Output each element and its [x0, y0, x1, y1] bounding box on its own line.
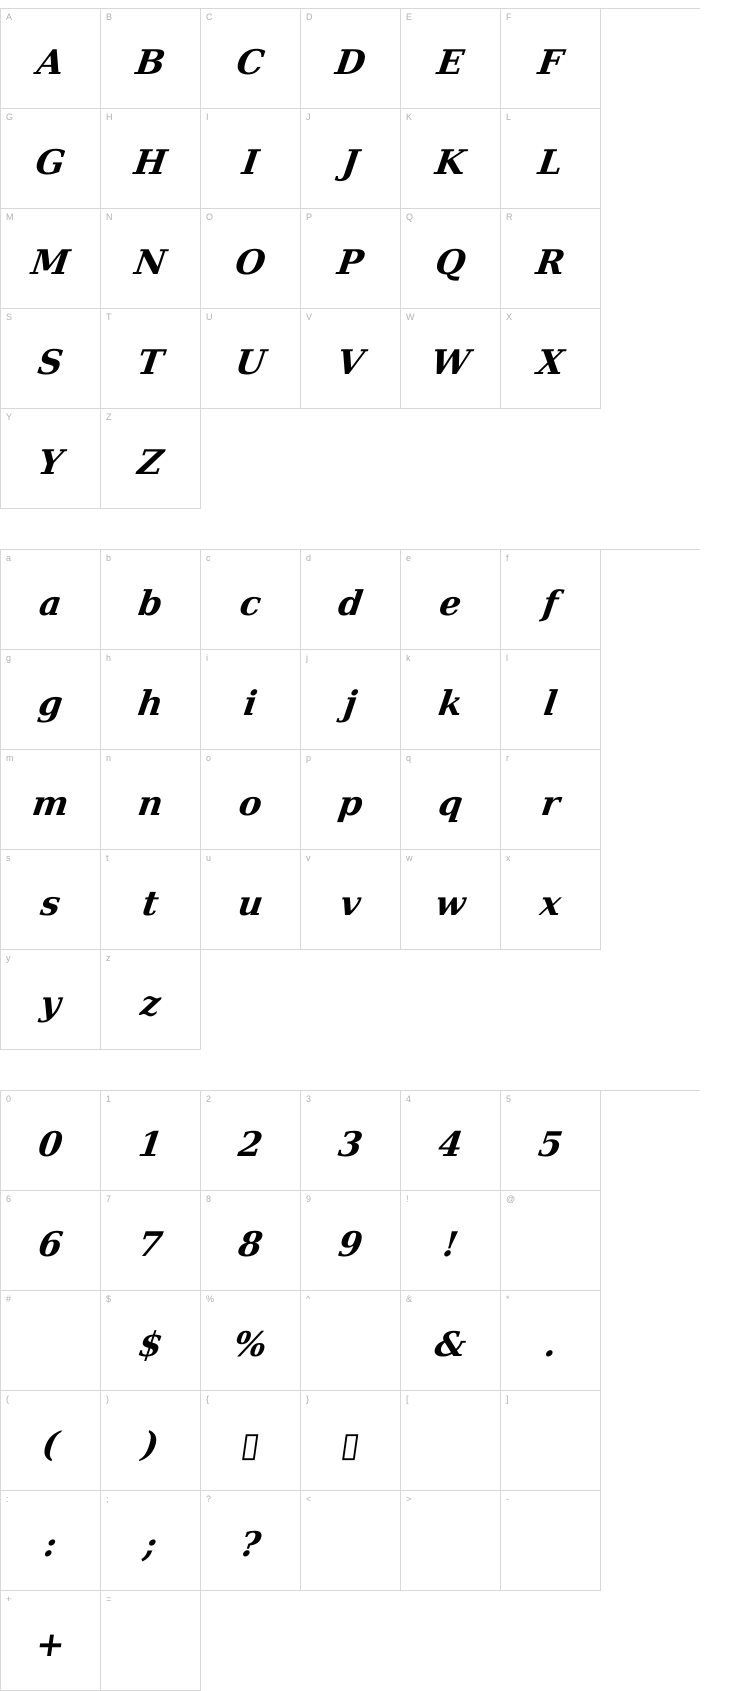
glyph-sample: u [235, 884, 266, 924]
glyph-sample: B [133, 43, 168, 83]
glyph-cell-label: 6 [6, 1194, 12, 1204]
glyph-cell [401, 1391, 501, 1491]
glyph-sample: O [232, 243, 269, 283]
glyph-cell [501, 1291, 601, 1391]
glyph-sample: % [231, 1325, 270, 1365]
glyph-cell [401, 109, 501, 209]
glyph-cell-label: & [406, 1294, 413, 1304]
glyph-cell [301, 209, 401, 309]
glyph-cell-label: = [106, 1594, 112, 1604]
glyph-cell [301, 550, 401, 650]
glyph-cell-label: o [206, 753, 212, 763]
empty-cell [401, 1591, 501, 1691]
glyph-sample: 7 [135, 1225, 166, 1265]
glyph-cell [301, 1291, 401, 1391]
empty-cell [301, 409, 401, 509]
glyph-cell [401, 550, 501, 650]
glyph-sample: ( [39, 1425, 62, 1465]
glyph-cell-label: O [206, 212, 214, 222]
glyph-cell [101, 9, 201, 109]
empty-cell [201, 409, 301, 509]
glyph-sample: o [236, 784, 265, 824]
glyph-cell-label: f [506, 553, 509, 563]
glyph-cell [1, 1391, 101, 1491]
glyph-sample: p [335, 784, 366, 824]
glyph-cell-label: s [6, 853, 11, 863]
glyph-cell-label: T [106, 312, 112, 322]
glyph-cell [1, 1491, 101, 1591]
glyph-cell-label: J [306, 112, 311, 122]
glyph-cell-label: C [206, 12, 213, 22]
glyph-cell-label: 9 [306, 1194, 312, 1204]
glyph-cell [1, 750, 101, 850]
glyph-cell-label: i [206, 653, 208, 663]
glyph-cell [1, 309, 101, 409]
glyph-sample: z [138, 984, 163, 1024]
glyph-cell-label: < [306, 1494, 312, 1504]
glyph-cell-label: ? [206, 1494, 212, 1504]
glyph-cell [101, 1391, 201, 1491]
glyph-cell-label: E [406, 12, 413, 22]
glyph-cell-label: 0 [6, 1094, 12, 1104]
digits-and-symbols-grid [0, 1090, 700, 1691]
glyph-sample: X [534, 343, 567, 383]
glyph-sample: + [33, 1625, 68, 1665]
glyph-sample: $ [135, 1325, 166, 1365]
glyph-cell-label: 3 [306, 1094, 312, 1104]
glyph-cell-label: H [106, 112, 113, 122]
glyph-cell [101, 550, 201, 650]
glyph-cell [1, 950, 101, 1050]
glyph-cell-label: A [6, 12, 13, 22]
glyph-sample [501, 1409, 601, 1481]
glyph-cell [1, 409, 101, 509]
glyph-cell-label: v [306, 853, 311, 863]
glyph-sample: e [436, 584, 465, 624]
glyph-cell-label: q [406, 753, 412, 763]
glyph-cell [201, 1391, 301, 1491]
glyph-sample: N [132, 243, 169, 283]
glyph-sample: M [28, 243, 73, 283]
glyph-cell [1, 9, 101, 109]
glyph-cell [1, 550, 101, 650]
glyph-sample: S [35, 343, 66, 383]
block-spacer-1 [0, 509, 740, 549]
glyph-cell [401, 650, 501, 750]
glyph-cell [301, 1391, 401, 1491]
glyph-cell [401, 750, 501, 850]
glyph-sample: 8 [235, 1225, 266, 1265]
glyph-cell [101, 1591, 201, 1691]
glyph-cell-label: B [106, 12, 113, 22]
glyph-sample [301, 1509, 401, 1581]
glyph-cell-label: > [406, 1494, 412, 1504]
glyph-cell-label: k [406, 653, 411, 663]
glyph-cell-label: Y [6, 412, 13, 422]
glyph-sample: m [29, 784, 72, 824]
glyph-cell [301, 1491, 401, 1591]
glyph-cell-label: l [506, 653, 508, 663]
glyph-sample: a [36, 584, 65, 624]
glyph-sample: t [139, 884, 162, 924]
glyph-cell [101, 1491, 201, 1591]
glyph-cell [1, 1591, 101, 1691]
glyph-cell [501, 109, 601, 209]
glyph-sample: 4 [435, 1125, 466, 1165]
glyph-cell-label: d [306, 553, 312, 563]
glyph-sample: x [537, 884, 564, 924]
glyph-cell [301, 1191, 401, 1291]
glyph-cell-label: } [306, 1394, 310, 1404]
glyph-cell [401, 850, 501, 950]
glyph-cell-label: W [406, 312, 415, 322]
glyph-cell [201, 1091, 301, 1191]
glyph-cell-label: { [206, 1394, 210, 1404]
glyph-cell [201, 9, 301, 109]
glyph-sample: y [37, 984, 64, 1024]
glyph-cell-label: e [406, 553, 412, 563]
glyph-cell-label: 4 [406, 1094, 412, 1104]
glyph-cell [301, 850, 401, 950]
glyph-cell-label: m [6, 753, 14, 763]
glyph-cell-label: t [106, 853, 109, 863]
glyph-cell-label: 2 [206, 1094, 212, 1104]
glyph-cell [1, 109, 101, 209]
glyph-cell-label: P [306, 212, 313, 222]
glyph-sample: ; [141, 1525, 160, 1565]
glyph-cell-label: [ [406, 1394, 409, 1404]
glyph-sample: l [541, 684, 560, 724]
glyph-cell-label: 8 [206, 1194, 212, 1204]
glyph-cell-label: R [506, 212, 513, 222]
glyph-sample: d [335, 584, 366, 624]
glyph-sample: D [332, 43, 369, 83]
glyph-cell-label: g [6, 653, 12, 663]
glyph-sample: Z [135, 443, 166, 483]
glyph-sample: 9 [335, 1225, 366, 1265]
glyph-cell-label: ] [506, 1394, 509, 1404]
glyph-sample: h [135, 684, 166, 724]
glyph-cell [1, 1191, 101, 1291]
glyph-cell-label: I [206, 112, 209, 122]
glyph-sample: P [334, 243, 367, 283]
glyph-cell [501, 1091, 601, 1191]
glyph-cell-label: Q [406, 212, 414, 222]
glyph-cell [1, 650, 101, 750]
glyph-cell [301, 1091, 401, 1191]
glyph-sample: L [535, 143, 566, 183]
glyph-cell-label: ( [6, 1394, 9, 1404]
glyph-sample: K [432, 143, 469, 183]
glyph-cell [401, 309, 501, 409]
glyph-cell-label: L [506, 112, 512, 122]
glyph-cell-label: w [406, 853, 413, 863]
glyph-sample [101, 1609, 201, 1681]
glyph-cell [401, 1491, 501, 1591]
glyph-sample: V [334, 343, 367, 383]
glyph-cell [1, 1291, 101, 1391]
glyph-cell-label: z [106, 953, 111, 963]
glyph-cell [101, 209, 201, 309]
glyph-cell [1, 1091, 101, 1191]
glyph-cell-label: G [6, 112, 14, 122]
glyph-sample: W [428, 343, 473, 383]
glyph-sample: q [435, 784, 466, 824]
glyph-cell [201, 109, 301, 209]
glyph-cell [201, 1491, 301, 1591]
glyph-sample: G [33, 143, 68, 183]
glyph-cell [201, 550, 301, 650]
glyph-sample: b [135, 584, 166, 624]
glyph-cell [501, 1491, 601, 1591]
glyph-cell [201, 1291, 301, 1391]
glyph-sample: F [535, 43, 566, 83]
glyph-sample: 5 [535, 1125, 566, 1165]
glyph-sample [501, 1509, 601, 1581]
glyph-sample [401, 1509, 501, 1581]
glyph-cell [201, 309, 301, 409]
glyph-cell-label: + [6, 1594, 12, 1604]
glyph-cell-label: p [306, 753, 312, 763]
glyph-cell-label: - [506, 1494, 509, 1504]
glyph-cell [401, 9, 501, 109]
empty-cell [201, 950, 301, 1050]
glyph-cell [101, 850, 201, 950]
glyph-sample: ) [139, 1425, 162, 1465]
glyph-cell-label: % [206, 1294, 215, 1304]
glyph-sample: k [435, 684, 466, 724]
glyph-sample: 3 [335, 1125, 366, 1165]
glyph-cell-label: ; [106, 1494, 109, 1504]
glyph-cell-label: a [6, 553, 12, 563]
glyph-sample: & [432, 1325, 469, 1365]
glyph-cell-label: S [6, 312, 13, 322]
glyph-cell [201, 209, 301, 309]
glyph-cell [301, 650, 401, 750]
glyph-cell-label: Z [106, 412, 112, 422]
glyph-cell [301, 750, 401, 850]
glyph-sample: 6 [35, 1225, 66, 1265]
glyph-cell-label: F [506, 12, 512, 22]
glyph-cell-label: c [206, 553, 211, 563]
glyph-cell [301, 309, 401, 409]
empty-cell [201, 1591, 301, 1691]
top-spacer [0, 0, 740, 8]
glyph-cell [101, 1291, 201, 1391]
glyph-sample: r [538, 784, 563, 824]
glyph-sample: c [237, 584, 264, 624]
glyph-sample: ▯ [238, 1425, 263, 1465]
block-spacer-2 [0, 1050, 740, 1090]
glyph-cell [101, 109, 201, 209]
uppercase-letters-grid [0, 8, 700, 509]
glyph-cell-label: ) [106, 1394, 109, 1404]
glyph-cell-label: ^ [306, 1294, 311, 1304]
glyph-cell-label: j [306, 653, 308, 663]
glyph-cell-label: U [206, 312, 213, 322]
glyph-cell [501, 850, 601, 950]
glyph-cell [401, 1091, 501, 1191]
glyph-cell [501, 1191, 601, 1291]
empty-cell [301, 950, 401, 1050]
glyph-cell-label: $ [106, 1294, 112, 1304]
glyph-cell-label: r [506, 753, 509, 763]
glyph-sample [401, 1409, 501, 1481]
glyph-sample: 0 [35, 1125, 66, 1165]
glyph-sample: Y [35, 443, 66, 483]
glyph-sample: 1 [135, 1125, 166, 1165]
glyph-cell-label: n [106, 753, 112, 763]
glyph-cell-label: ! [406, 1194, 409, 1204]
glyph-sample: I [239, 143, 262, 183]
glyph-cell-label: 1 [106, 1094, 112, 1104]
glyph-sample: . [541, 1325, 560, 1365]
glyph-cell-label: 7 [106, 1194, 112, 1204]
glyph-sample: g [35, 684, 66, 724]
glyph-cell-label: h [106, 653, 112, 663]
glyph-cell [201, 650, 301, 750]
glyph-sample: H [131, 143, 170, 183]
glyph-cell [501, 750, 601, 850]
glyph-sample: A [34, 43, 67, 83]
glyph-sample: ! [440, 1225, 461, 1265]
glyph-cell-label: K [406, 112, 413, 122]
glyph-cell [501, 9, 601, 109]
glyph-cell [101, 650, 201, 750]
glyph-cell-label: V [306, 312, 313, 322]
glyph-cell-label: 5 [506, 1094, 512, 1104]
glyph-sample: J [339, 143, 362, 183]
glyph-cell [101, 1191, 201, 1291]
glyph-sample [1, 1309, 101, 1381]
glyph-cell-label: N [106, 212, 113, 222]
glyph-sample: T [135, 343, 166, 383]
glyph-sample: s [38, 884, 63, 924]
glyph-cell [101, 1091, 201, 1191]
glyph-cell [401, 1191, 501, 1291]
glyph-cell [1, 850, 101, 950]
glyph-sample: U [232, 343, 269, 383]
glyph-sample: j [341, 684, 360, 724]
glyph-sample: n [135, 784, 166, 824]
lowercase-letters-grid [0, 549, 700, 1050]
glyph-sample: w [433, 884, 468, 924]
glyph-cell-label: x [506, 853, 511, 863]
glyph-sample [301, 1309, 401, 1381]
glyph-cell [501, 1391, 601, 1491]
glyph-cell [101, 750, 201, 850]
glyph-cell [201, 750, 301, 850]
glyph-cell [101, 309, 201, 409]
glyph-cell-label: y [6, 953, 11, 963]
glyph-cell [501, 309, 601, 409]
glyph-sample [501, 1209, 601, 1281]
glyph-sample: 2 [235, 1125, 266, 1165]
glyph-cell [201, 850, 301, 950]
glyph-cell [101, 950, 201, 1050]
glyph-cell-label: @ [506, 1194, 516, 1204]
empty-cell [301, 1591, 401, 1691]
glyph-cell [401, 1291, 501, 1391]
glyph-sample: f [540, 584, 561, 624]
glyph-sample: ▯ [338, 1425, 363, 1465]
glyph-cell-label: * [506, 1294, 510, 1304]
glyph-cell [201, 1191, 301, 1291]
glyph-cell [501, 209, 601, 309]
glyph-sample: R [533, 243, 568, 283]
glyph-cell-label: b [106, 553, 112, 563]
glyph-cell [101, 409, 201, 509]
glyph-sample: E [434, 43, 467, 83]
glyph-cell [1, 209, 101, 309]
glyph-sample: i [241, 684, 260, 724]
glyph-cell-label: M [6, 212, 14, 222]
glyph-cell-label: : [6, 1494, 9, 1504]
glyph-cell-label: X [506, 312, 513, 322]
glyph-sample: ? [237, 1525, 264, 1565]
glyph-cell-label: u [206, 853, 212, 863]
glyph-cell [301, 9, 401, 109]
glyph-cell [401, 209, 501, 309]
glyph-cell [501, 550, 601, 650]
glyph-sample: C [234, 43, 267, 83]
glyph-cell-label: # [6, 1294, 12, 1304]
glyph-cell [501, 650, 601, 750]
glyph-sample: v [337, 884, 364, 924]
glyph-sample: : [41, 1525, 60, 1565]
glyph-cell-label: D [306, 12, 313, 22]
glyph-cell [301, 109, 401, 209]
glyph-sample: Q [432, 243, 469, 283]
